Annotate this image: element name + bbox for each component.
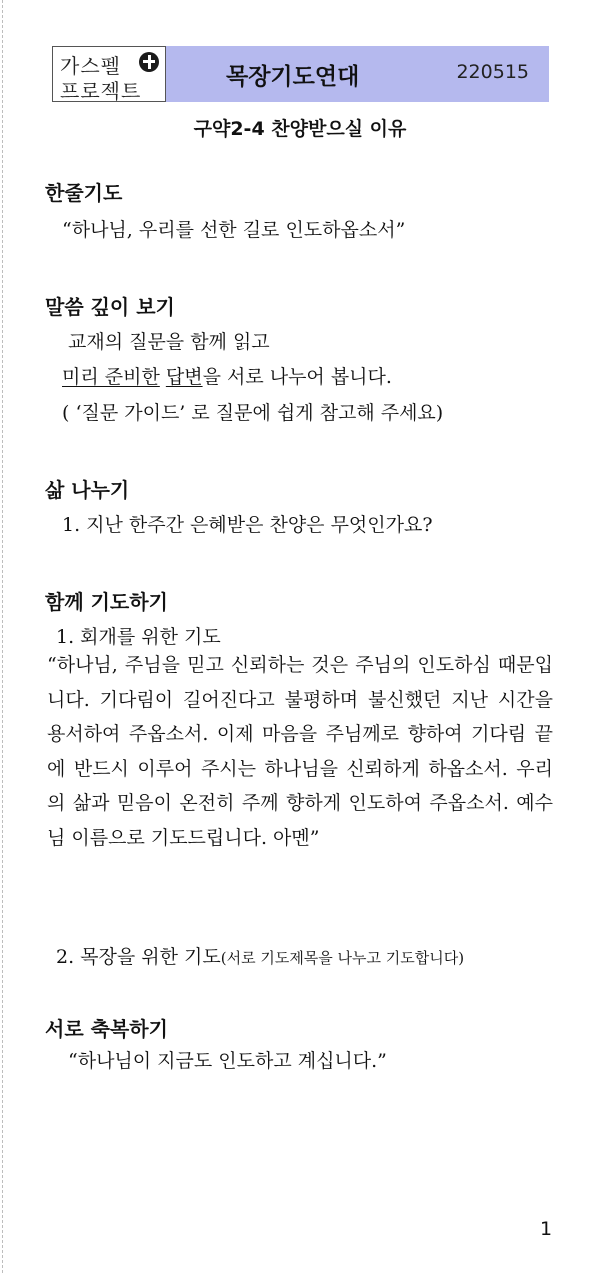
deep-look-line3: ( ‘질문 가이드’ 로 질문에 쉽게 참고해 주세요) <box>62 402 444 424</box>
lesson-title: 구약2-4 찬양받으실 이유 <box>193 118 407 140</box>
prayer-item-2-main: 2. 목장을 위한 기도 <box>56 946 221 968</box>
header <box>52 46 549 102</box>
blessing-text: “하나님이 지금도 인도하고 계십니다.” <box>68 1050 387 1072</box>
page-number: 1 <box>540 1218 553 1240</box>
heading-blessing: 서로 축복하기 <box>45 1017 168 1041</box>
deep-look-line2 <box>62 362 392 389</box>
header-code: 220515 <box>456 61 529 83</box>
prayer-item-2-note: (서로 기도제목을 나누고 기도합니다) <box>220 949 465 967</box>
prayer-item-1: 1. 회개를 위한 기도 <box>56 626 221 648</box>
logo <box>52 46 166 102</box>
prayer-paragraph: “하나님, 주님을 믿고 신뢰하는 것은 주님의 인도하심 때문입니다. 기다림이 길어진다고 불평하며 불신했던 지난 시간을 용서하여 주옵소서. 이제 마음을 주님께로 향하여 기다림 끝에 반드시 이루어 주시는 하나님을 신뢰하게 하옵소서. 우리의 삶과 믿음이 온전히 주께 향하게 인도하여 주옵소서. 예수님 이름으로 기도드립니다. 아멘” <box>47 654 553 849</box>
heading-one-line-prayer: 한줄기도 <box>45 181 123 205</box>
one-line-prayer-text: “하나님, 우리를 선한 길로 인도하옵소서” <box>62 219 406 241</box>
logo-line2: 프로젝트 <box>60 79 142 103</box>
page-edge-rule <box>2 0 3 1273</box>
header-band <box>166 46 549 102</box>
cross-circle-icon <box>139 52 159 72</box>
header-title: 목장기도연대 <box>226 64 360 90</box>
logo-line1: 가스펠 <box>60 54 121 78</box>
life-sharing-question: 1. 지난 한주간 은혜받은 찬양은 무엇인가요? <box>62 514 433 536</box>
prayer-item-2 <box>56 942 464 969</box>
deep-look-underlined-1: 미리 준비한 <box>62 366 160 388</box>
deep-look-line2-rest: 을 서로 나누어 봅니다. <box>202 366 392 388</box>
heading-life-sharing: 삶 나누기 <box>45 478 130 502</box>
deep-look-underlined-2: 답변 <box>165 366 203 388</box>
deep-look-line1: 교재의 질문을 함께 읽고 <box>68 331 270 353</box>
heading-pray-together: 함께 기도하기 <box>45 590 168 614</box>
heading-deep-look: 말씀 깊이 보기 <box>45 295 175 319</box>
